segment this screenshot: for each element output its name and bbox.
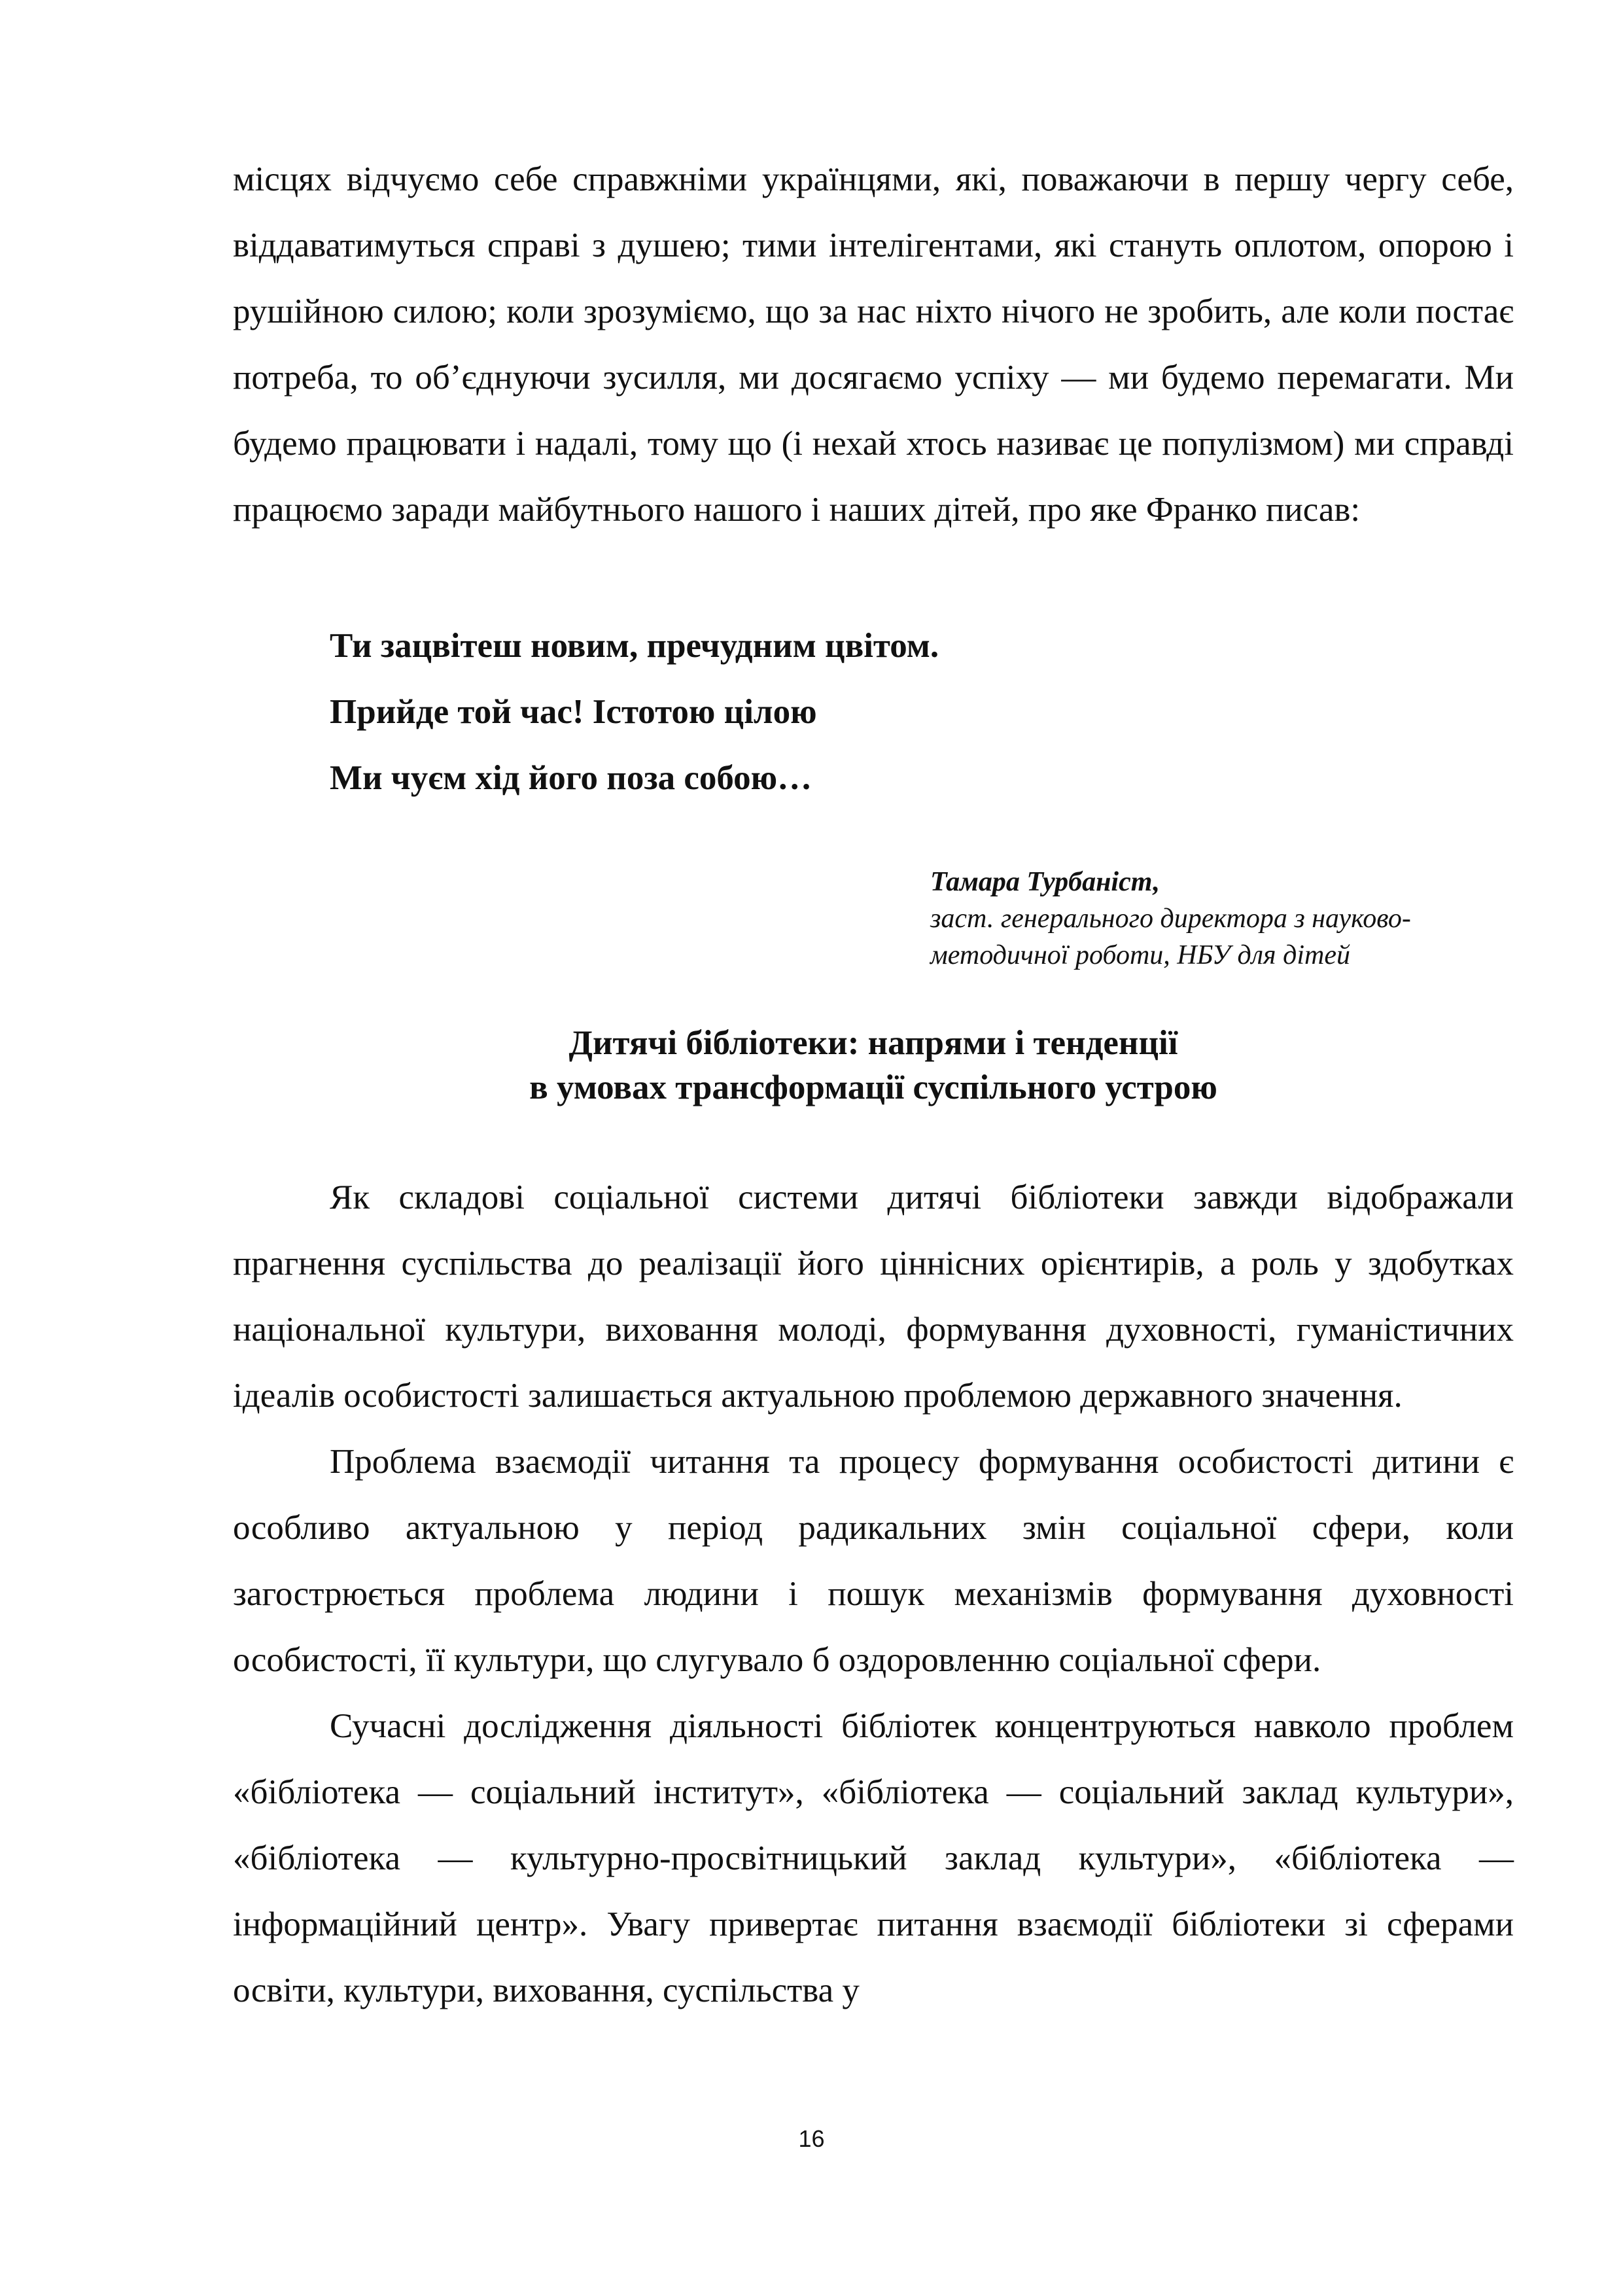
section-title-line: в умовах трансформації суспільного устрою: [529, 1069, 1217, 1106]
body-paragraph: Як складові соціальної системи дитячі бібліотеки завжди відображали прагнення суспільства до реалізації його ціннісних орієнтирів, а роль у здобутках національної культури, виховання молоді, формування духовності, гуманістичних ідеалів особистості залишається актуальною проблемою державного значення.: [233, 1178, 1514, 1415]
poem-line: Прийде той час! Істотою цілою: [330, 693, 817, 731]
poem-line: Ти зацвітеш новим, пречудним цвітом.: [330, 627, 939, 665]
body-paragraph: Проблема взаємодії читання та процесу формування особистості дитини є особливо актуальною у період радикальних змін соціальної сфери, коли загострюється проблема людини і пошук механізмів формування духовності особистості, її культури, що слугувало б оздоровленню соціальної сфери.: [233, 1443, 1514, 1679]
page-number: 16: [798, 2125, 825, 2152]
poem-line: Ми чуєм хід його поза собою…: [330, 759, 812, 797]
body-paragraph: Сучасні дослідження діяльності бібліотек концентруються навколо проблем «бібліотека — соціальний інститут», «бібліотека — соціальний заклад культури», «бібліотека — культурно-просвітницький заклад культури», «бібліотека — інформаційний центр». Увагу привертає питання взаємодії бібліотеки зі сферами освіти, культури, виховання, суспільства у: [233, 1707, 1514, 2009]
author-attribution: [930, 864, 1411, 974]
intro-paragraph: місцях відчуємо себе справжніми українцями, які, поважаючи в першу чергу себе, віддаватимуться справі з душею; тими інтелігентами, які стануть оплотом, опорою і рушійною силою; коли зрозуміємо, що за нас ніхто нічого не зробить, але коли постає потреба, то об’єднуючи зусилля, ми досягаємо успіху — ми будемо перемагати. Ми будемо працювати і надалі, тому що (і нехай хтось називає це популізмом) ми справді працюємо заради майбутнього нашого і наших дітей, про яке Франко писав:: [233, 160, 1514, 529]
section-body: [233, 1165, 1514, 2024]
poem-quote: [330, 613, 939, 811]
intro-text: [233, 147, 1514, 543]
section-title: [233, 1021, 1514, 1110]
author-name: Тамара Турбаніст,: [930, 867, 1160, 897]
author-position-line: методичної роботи, НБУ для дітей: [930, 940, 1350, 970]
author-position-line: заст. генерального директора з науково-: [930, 904, 1411, 934]
section-title-line: Дитячі бібліотеки: напрями і тенденції: [568, 1024, 1178, 1062]
